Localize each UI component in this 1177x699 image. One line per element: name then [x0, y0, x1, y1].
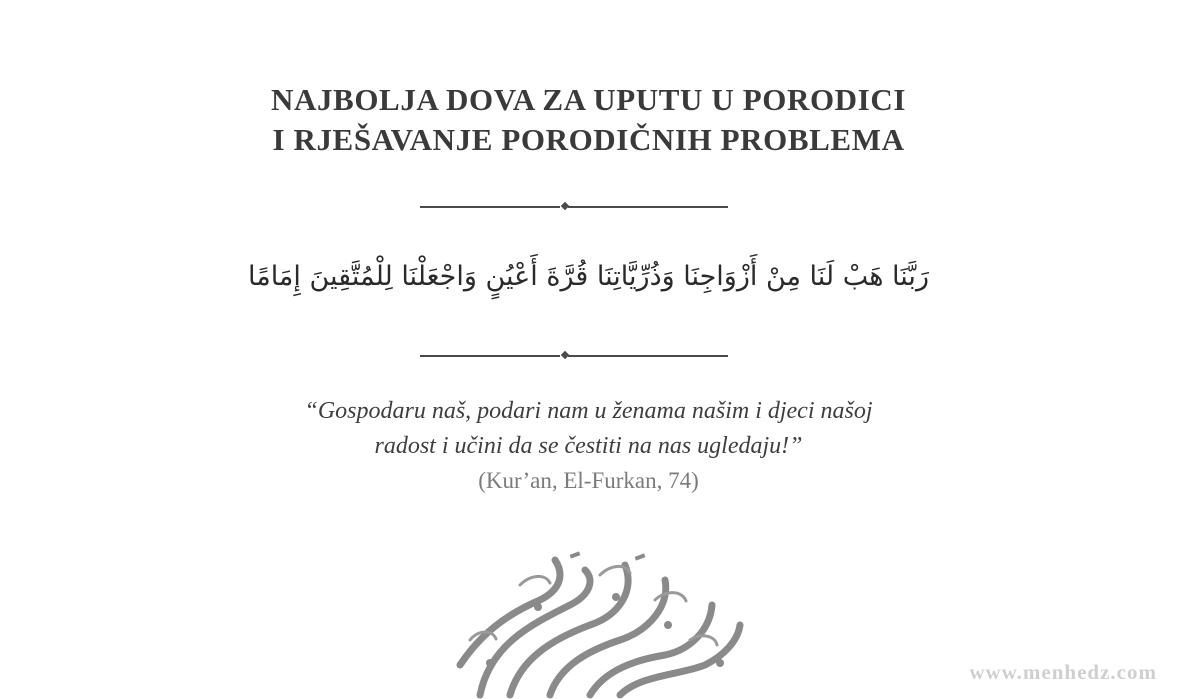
page-title-line-2: I RJEŠAVANJE PORODIČNIH PROBLEMA [272, 122, 905, 157]
translation-line-2: radost i učini da se čestiti na nas ugledaju!” [374, 433, 803, 459]
arabic-dua-text: رَبَّنَا هَبْ لَنَا مِنْ أَزْوَاجِنَا وَذُرِّيَّاتِنَا قُرَّةَ أَعْيُنٍ وَاجْعَلْنَا لِلْمُتَّقِينَ إِمَامًا [248, 261, 929, 292]
divider-bottom [420, 351, 728, 361]
watermark: www.menhedz.com [969, 660, 1157, 684]
page-title-line-1: NAJBOLJA DOVA ZA UPUTU U PORODICI [270, 82, 906, 117]
dua-translation [0, 394, 1177, 464]
page-title [0, 80, 1177, 160]
quran-reference: (Kur’an, El-Furkan, 74) [478, 468, 699, 493]
calligraphy-ornament-icon [420, 545, 760, 699]
divider-top [420, 202, 728, 212]
translation-line-1: “Gospodaru naš, podari nam u ženama našim i djeci našoj [304, 398, 873, 424]
